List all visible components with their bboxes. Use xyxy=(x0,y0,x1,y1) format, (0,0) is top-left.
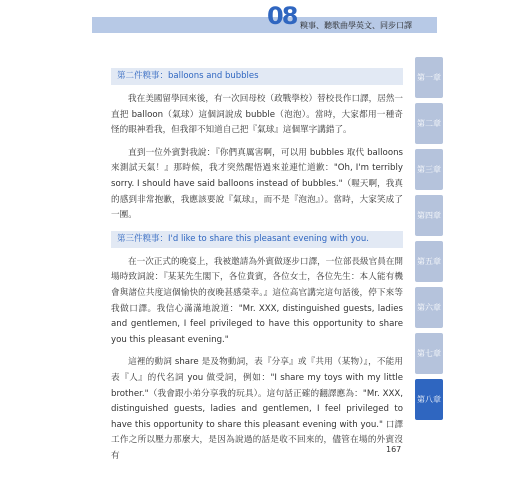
paragraph-text: 直到一位外賓對我說：『你們真厲害啊，可以用 bubbles 取代 balloons 來測試天氣！』那時候，我才突然醒悟過來並連忙道歉："Oh, I'm terribly sorry. I should have said balloons instead of bubbles."（喔天啊，我真的感到非常抱歉，我應該要說『氣球』，而不是『泡泡』）。當時，大家笑成了一團。 xyxy=(111,147,403,221)
tab-chapter-2[interactable]: 第二章 xyxy=(415,103,443,144)
tab-chapter-3[interactable]: 第三章 xyxy=(415,149,443,190)
section-title-balloons: 第二件糗事：balloons and bubbles xyxy=(111,68,403,85)
paragraph xyxy=(111,92,403,139)
paragraph xyxy=(111,355,403,464)
section-title-share: 第三件糗事：I'd like to share this pleasant evening with you. xyxy=(111,231,403,248)
tab-chapter-1[interactable]: 第一章 xyxy=(415,57,443,98)
tab-chapter-4[interactable]: 第四章 xyxy=(415,195,443,236)
chapter-tabs xyxy=(415,57,443,425)
page-number: 167 xyxy=(386,445,402,454)
paragraph-text: 我在美國留學回來後，有一次回母校（政戰學校）替校長作口譯，居然一直把 balloon（氣球）這個詞說成 bubble（泡泡）。當時，大家都用一種奇怪的眼神看我，但我卻不知道自己把『氣球』這個單字講錯了。 xyxy=(111,94,404,136)
tab-chapter-8[interactable]: 第八章 xyxy=(415,379,443,420)
paragraph-text: 在一次正式的晚宴上，我被邀請為外賓做逐步口譯，一位部長級官員在開場時致詞說：『某某先生閣下，各位貴賓，各位女士，各位先生：本人能有機會與諸位共度這個愉快的夜晚甚感榮幸。』這位高官講完這句話後，停下來等我做口譯。我信心滿滿地說道："Mr. XXX, distinguished guests, ladies and gentlemen, I feel privileged to have this opportunity to share you this pleasant evening." xyxy=(111,256,404,345)
chapter-title: 糗事、聽歌曲學英文、同步口譯 xyxy=(300,21,412,30)
chapter-number: 08 xyxy=(267,2,297,30)
tab-chapter-5[interactable]: 第五章 xyxy=(415,241,443,282)
tab-chapter-7[interactable]: 第七章 xyxy=(415,333,443,374)
paragraph xyxy=(111,146,403,224)
chapter-header xyxy=(92,0,437,36)
paragraph xyxy=(111,255,403,349)
tab-chapter-6[interactable]: 第六章 xyxy=(415,287,443,328)
main-content xyxy=(111,68,403,471)
paragraph-text: 這裡的動詞 share 是及物動詞，表『分享』或『共用（某物）』，不能用表『人』的代名詞 you 做受詞，例如："I share my toys with my little brother."（我會跟小弟分享我的玩具）。這句話正確的翻譯應為："Mr. XXX, distinguished guests, ladies and gentlemen, I feel privileged to have this opportunity to share this pleasant evening with you." 口譯工作之所以壓力那麼大，是因為說過的話是收不回來的，儘管在場的外賓沒有 xyxy=(111,357,403,461)
